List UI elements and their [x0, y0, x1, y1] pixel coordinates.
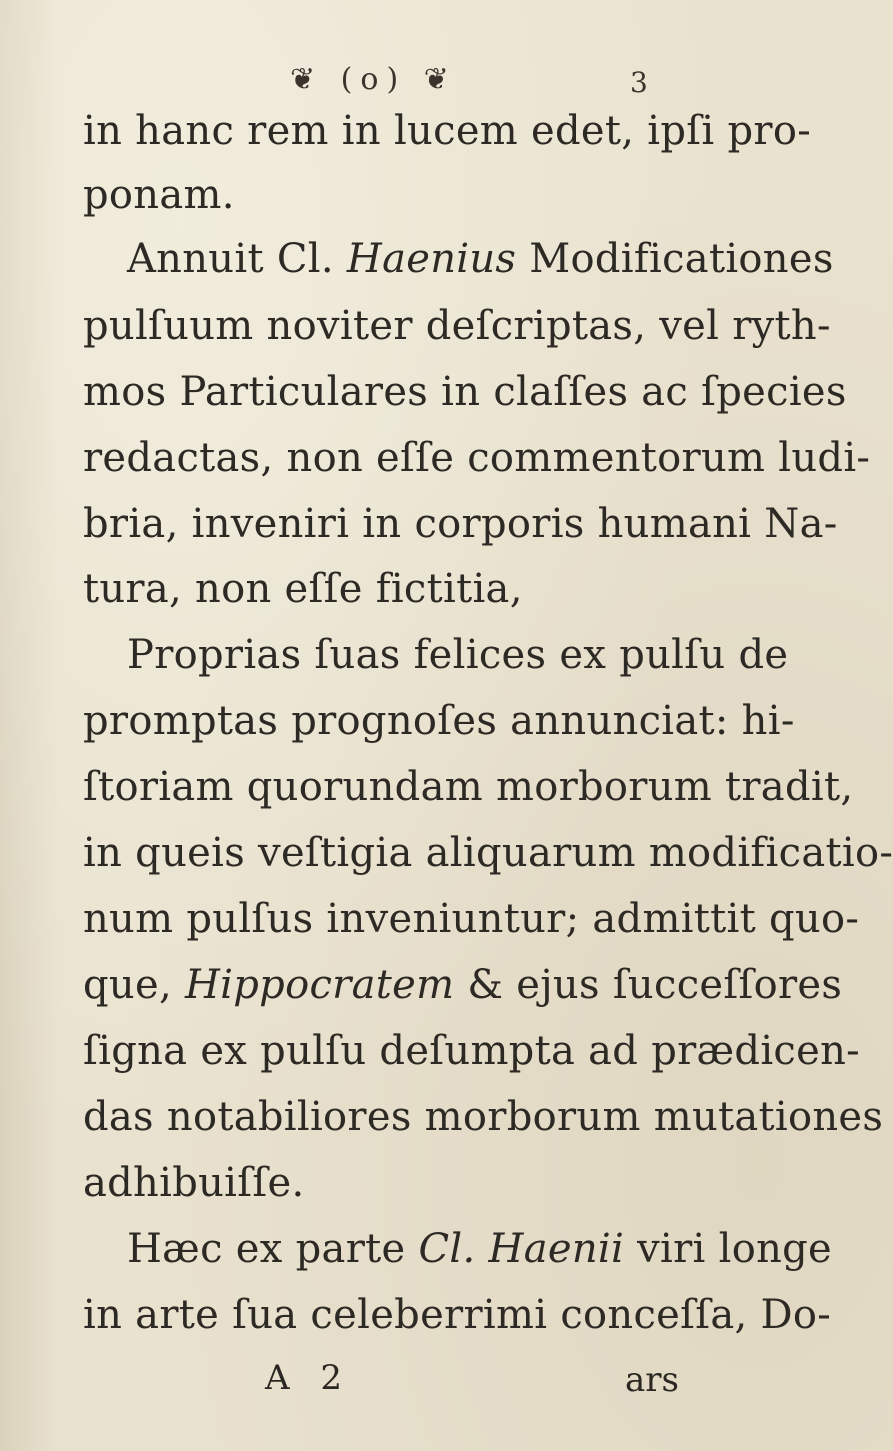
- text-line-18: [127, 1226, 832, 1272]
- running-head: ❦ (o) ❦: [290, 62, 457, 97]
- text-run: que,: [83, 962, 172, 1008]
- catchword: ars: [625, 1360, 679, 1400]
- haenii-italic: Cl. Haenii: [418, 1226, 625, 1272]
- text-run: Hæc ex parte: [127, 1226, 406, 1272]
- text-run: Modificationes: [529, 236, 834, 282]
- text-line-16: das notabiliores morborum mutationes: [83, 1094, 884, 1140]
- page-number: 3: [630, 66, 648, 99]
- text-line-19: in arte ſua celeberrimi conceſſa, Do-: [83, 1292, 832, 1338]
- text-line-7: bria, inveniri in corporis humani Na-: [83, 501, 838, 547]
- text-run: Annuit Cl.: [127, 236, 334, 282]
- text-line-6: redactas, non eſſe commentorum ludi-: [83, 435, 871, 481]
- text-line-3: [127, 236, 834, 282]
- text-run: viri longe: [637, 1226, 833, 1272]
- text-line-4: pulſuum noviter deſcriptas, vel ryth-: [83, 303, 831, 349]
- text-line-14: [83, 962, 842, 1008]
- text-line-15: ſigna ex pulſu deſumpta ad prædicen-: [83, 1028, 860, 1074]
- author-name-italic: Haenius: [346, 236, 517, 282]
- text-run: & ejus ſucceſſores: [467, 962, 843, 1008]
- text-line-1: in hanc rem in lucem edet, ipſi pro-: [83, 108, 812, 154]
- text-line-9: Proprias ſuas felices ex pulſu de: [127, 632, 789, 678]
- text-line-17: adhibuiſſe.: [83, 1160, 305, 1206]
- text-line-13: num pulſus inveniuntur; admittit quo-: [83, 896, 860, 942]
- text-line-12: in queis veſtigia aliquarum modificatio-: [83, 830, 893, 876]
- signature-mark: A 2: [265, 1358, 352, 1398]
- text-line-8: tura, non eſſe fictitia,: [83, 566, 523, 612]
- hippocrates-italic: Hippocratem: [184, 962, 455, 1008]
- text-line-2: ponam.: [83, 172, 235, 218]
- text-line-10: promptas prognoſes annunciat: hi-: [83, 698, 795, 744]
- text-line-11: ſtoriam quorundam morborum tradit,: [83, 764, 854, 810]
- text-line-5: mos Particulares in claſſes ac ſpecies: [83, 369, 847, 415]
